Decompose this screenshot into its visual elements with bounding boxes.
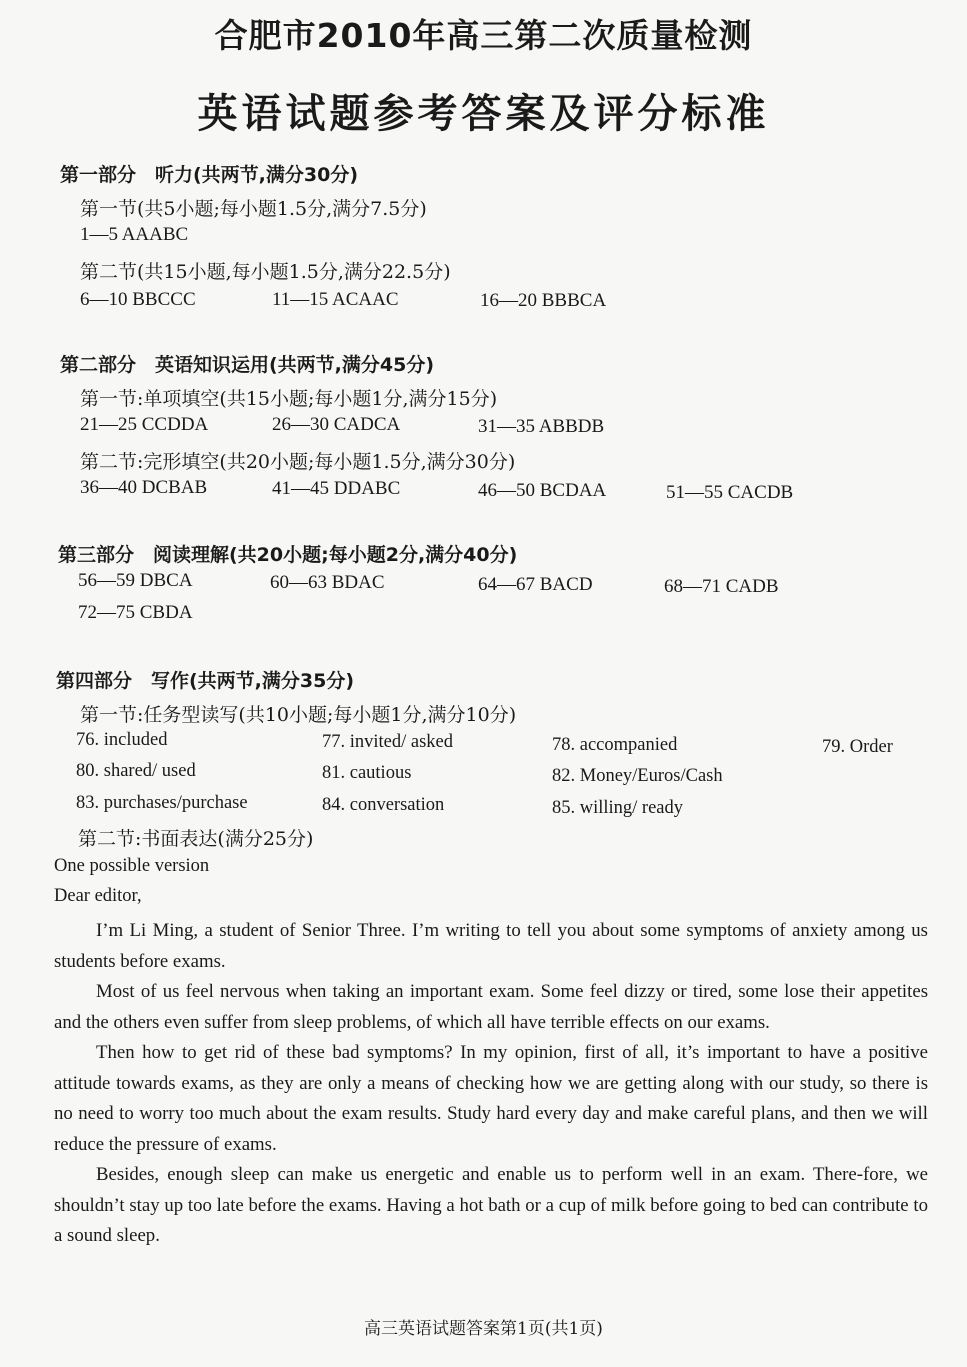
answer-group: 60—63 BDAC: [270, 572, 385, 593]
word-answer: 79. Order: [822, 737, 893, 757]
word-answer: 78. accompanied: [552, 735, 678, 755]
part2-section1-heading: 第一节:单项填空(共15小题;每小题1分,满分15分): [80, 388, 498, 410]
letter-greeting: Dear editor,: [54, 886, 142, 906]
answer-group: 36—40 DCBAB: [80, 477, 208, 498]
answer-group: 46—50 BCDAA: [478, 480, 607, 501]
part4-heading: 第四部分 写作(共两节,满分35分): [56, 670, 355, 692]
word-answer: 82. Money/Euros/Cash: [552, 766, 723, 786]
answer-group: 72—75 CBDA: [78, 602, 193, 623]
essay-paragraph: Most of us feel nervous when taking an important exam. Some feel dizzy or tired, some lose their appetites and the others even suffer from sleep problems, of which all have terrible effects on our exams.: [54, 981, 928, 1033]
answer-group: 51—55 CACDB: [666, 482, 794, 503]
part1-heading: 第一部分 听力(共两节,满分30分): [60, 164, 359, 186]
part1-section1-heading: 第一节(共5小题;每小题1.5分,满分7.5分): [80, 198, 427, 220]
word-answer: 84. conversation: [322, 795, 445, 815]
word-answer: 80. shared/ used: [76, 761, 196, 781]
part4-section1-heading: 第一节:任务型读写(共10小题;每小题1分,满分10分): [80, 704, 517, 726]
answer-group: 21—25 CCDDA: [80, 414, 209, 435]
essay-paragraph: I’m Li Ming, a student of Senior Three. I’m writing to tell you about some symptoms of anxiety among us students before exams.: [54, 920, 928, 972]
essay-paragraph: Besides, enough sleep can make us energetic and enable us to perform well in an exam. There-fore, we shouldn’t stay up too late before the exams. Having a hot bath or a cup of milk before going to bed can contribute to a sound sleep.: [54, 1164, 928, 1246]
answer-group: 26—30 CADCA: [272, 414, 401, 435]
word-answer: 83. purchases/purchase: [76, 793, 248, 813]
sample-version-label: One possible version: [54, 856, 210, 876]
answer-group: 31—35 ABBDB: [478, 416, 605, 437]
answer-group: 11—15 ACAAC: [272, 289, 399, 310]
word-answer: 77. invited/ asked: [322, 732, 454, 752]
answer-group: 56—59 DBCA: [78, 570, 193, 591]
answer-key-title: 英语试题参考答案及评分标准: [197, 91, 770, 137]
answer-group: 6—10 BBCCC: [80, 289, 196, 310]
answer-group: 1—5 AAABC: [80, 224, 189, 245]
answer-group: 64—67 BACD: [478, 574, 593, 595]
answer-group: 16—20 BBBCA: [480, 290, 607, 311]
part4-section2-heading: 第二节:书面表达(满分25分): [78, 828, 314, 850]
exam-title: 合肥市2010年高三第二次质量检测: [214, 16, 753, 55]
part3-heading: 第三部分 阅读理解(共20小题;每小题2分,满分40分): [58, 544, 518, 566]
sample-essay: [54, 916, 928, 1252]
part1-section2-heading: 第二节(共15小题,每小题1.5分,满分22.5分): [80, 261, 451, 283]
page-footer: 高三英语试题答案第1页(共1页): [364, 1319, 603, 1339]
word-answer: 85. willing/ ready: [552, 798, 684, 818]
part2-heading: 第二部分 英语知识运用(共两节,满分45分): [60, 354, 435, 376]
essay-paragraph: Then how to get rid of these bad symptoms? In my opinion, first of all, it’s important to have a positive attitude towards exams, as they are only a means of checking how we are getting along with our study, so there is no need to worry too much about the exam results. Study hard every day and make careful plans, and then we will reduce the pressure of exams.: [54, 1042, 928, 1155]
part2-section2-heading: 第二节:完形填空(共20小题;每小题1.5分,满分30分): [80, 451, 516, 473]
answer-group: 68—71 CADB: [664, 576, 779, 597]
answer-group: 41—45 DDABC: [272, 478, 401, 499]
word-answer: 81. cautious: [322, 763, 412, 783]
word-answer: 76. included: [76, 730, 168, 750]
